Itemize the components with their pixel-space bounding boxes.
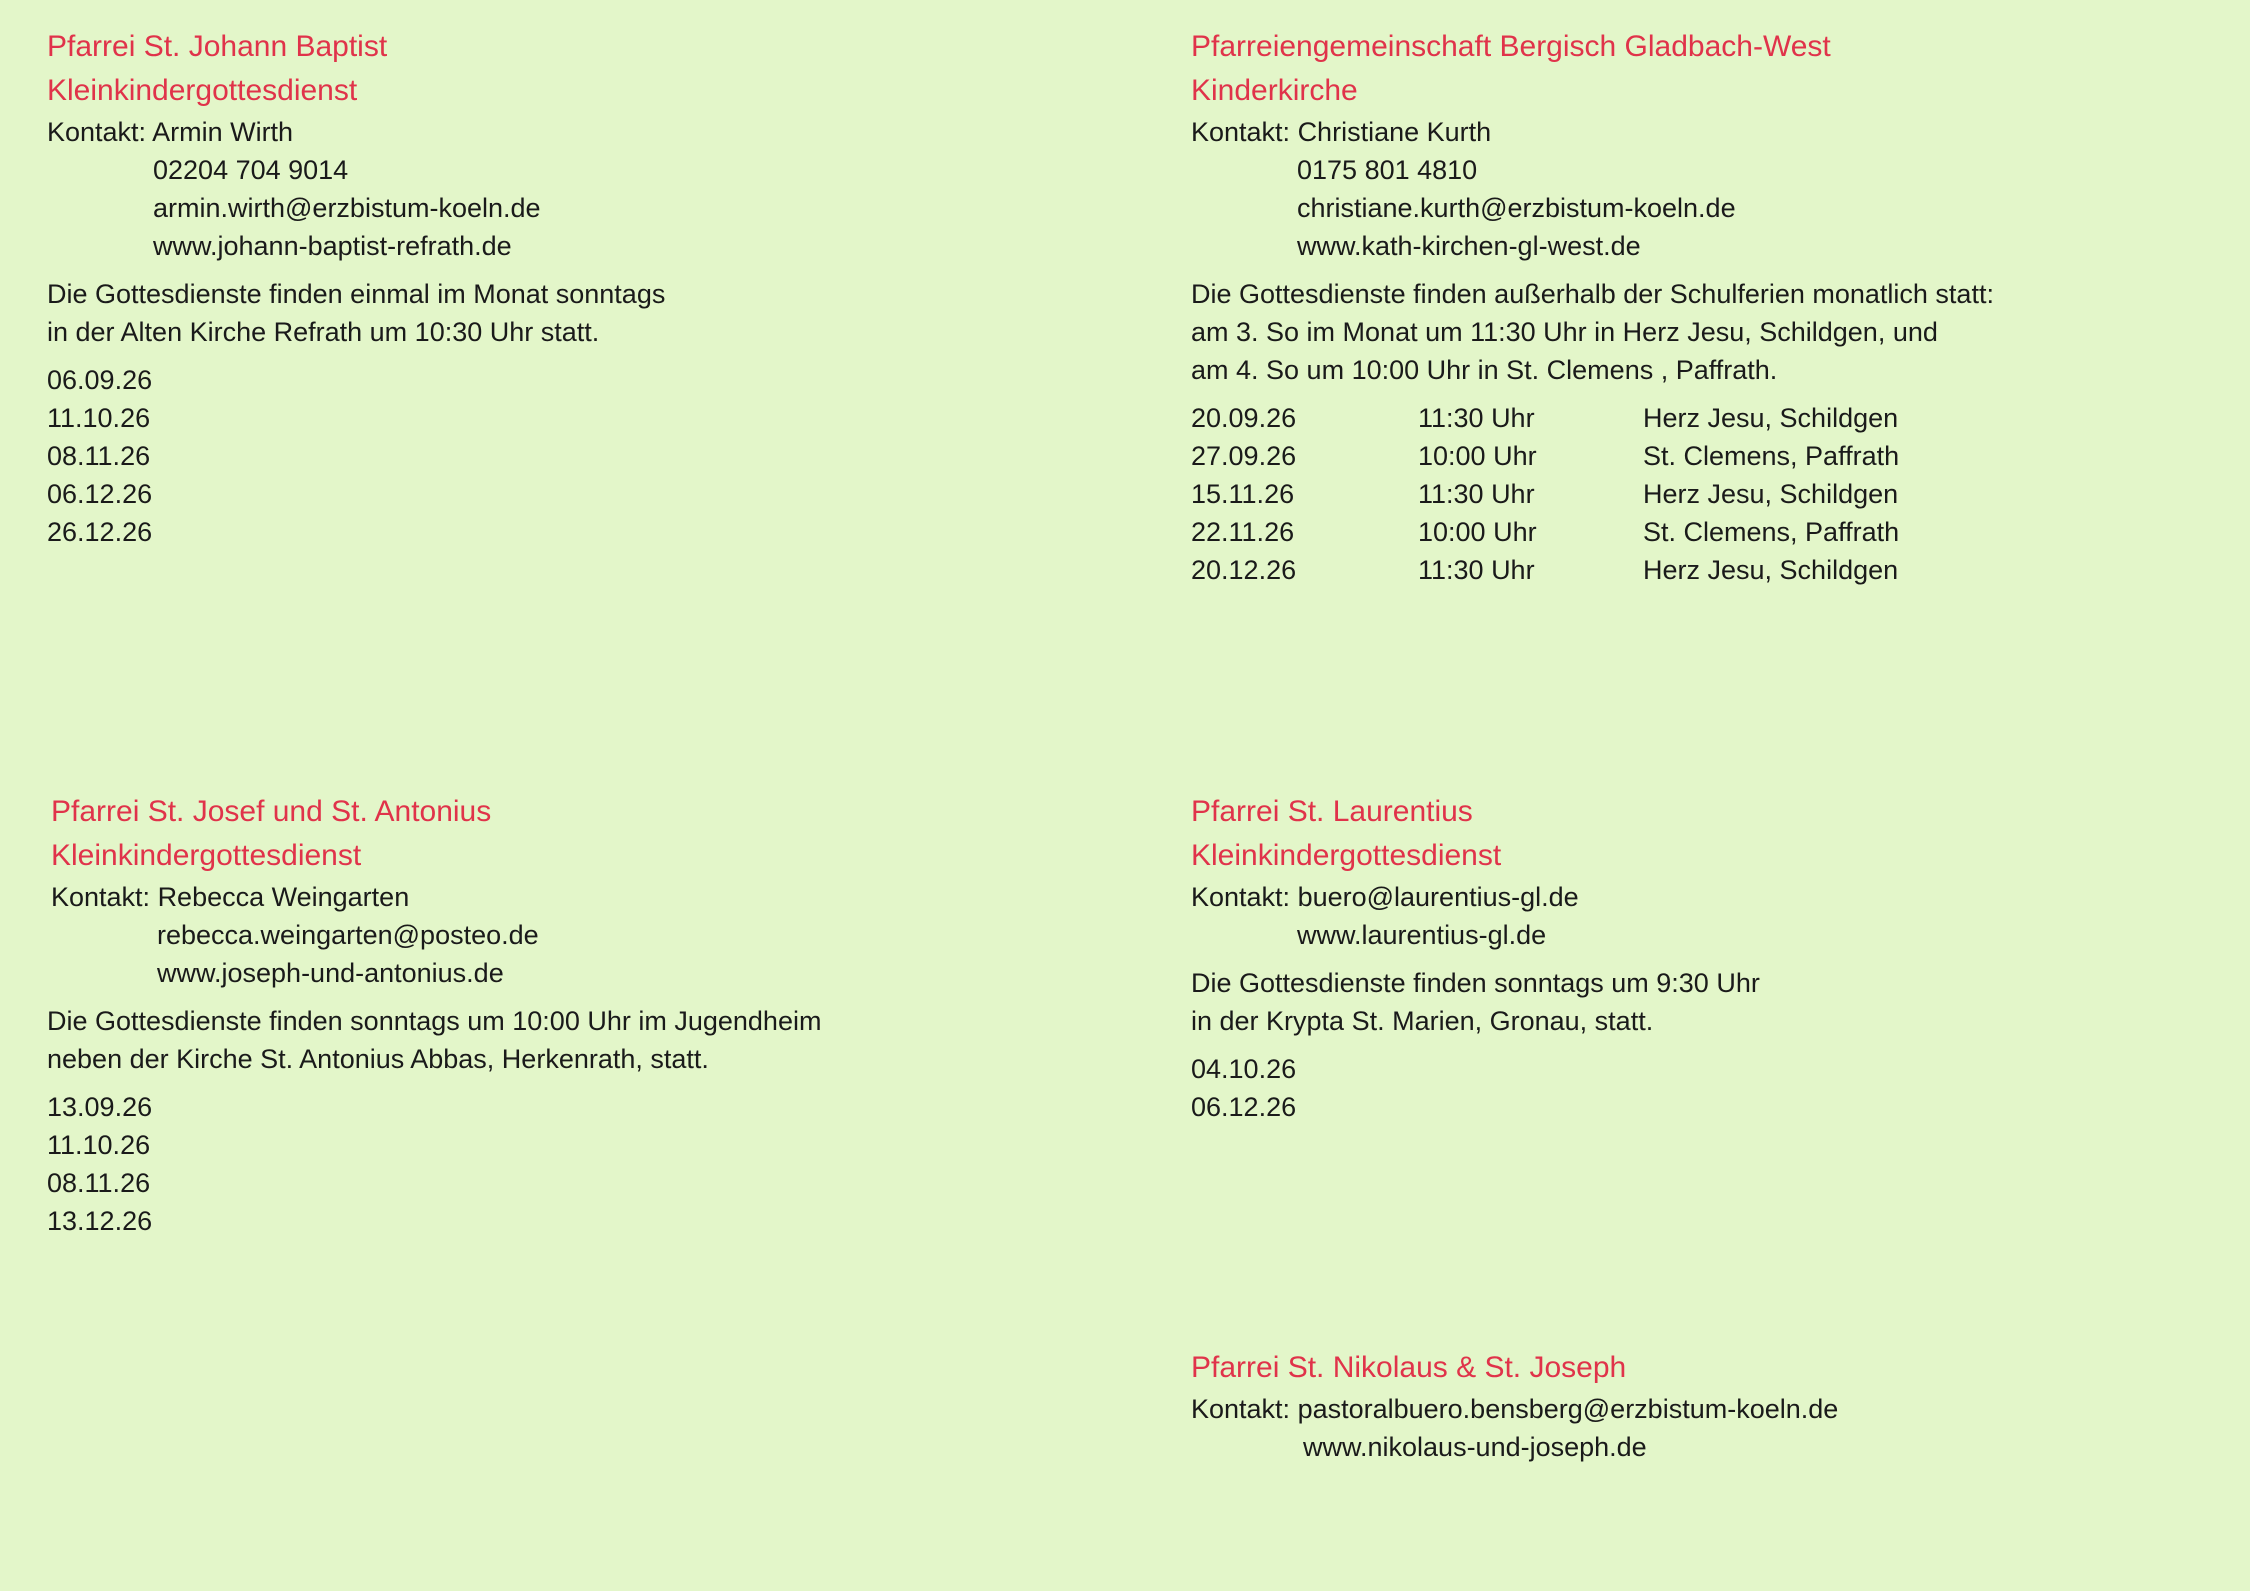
contact-email[interactable]: Kontakt: buero@laurentius-gl.de — [1191, 882, 1579, 912]
schedule-time: 11:30 Uhr — [1418, 479, 1535, 509]
parish-title: Pfarrei St. Josef und St. Antonius — [51, 795, 492, 828]
contact-website[interactable]: www.joseph-und-antonius.de — [157, 958, 504, 988]
contact-phone: 0175 801 4810 — [1297, 155, 1478, 185]
description-line: am 3. So im Monat um 11:30 Uhr in Herz Jesu, Schildgen, und — [1191, 317, 1938, 347]
parish-block-laurentius — [1191, 790, 1760, 1126]
description-line: Die Gottesdienste finden sonntags um 9:30 Uhr — [1191, 968, 1760, 998]
date-item: 06.12.26 — [1191, 1092, 1297, 1122]
contact-name: Kontakt: Armin Wirth — [47, 117, 294, 147]
parish-title: Pfarreiengemeinschaft Bergisch Gladbach-West — [1191, 30, 1831, 63]
service-title: Kinderkirche — [1191, 74, 1358, 107]
description-line: neben der Kirche St. Antonius Abbas, Herkenrath, statt. — [47, 1044, 709, 1074]
schedule-location: Herz Jesu, Schildgen — [1643, 555, 1899, 585]
parish-block-johann-baptist — [47, 25, 665, 551]
description-line: Die Gottesdienste finden außerhalb der Schulferien monatlich statt: — [1191, 279, 1994, 309]
description-line: Die Gottesdienste finden sonntags um 10:00 Uhr im Jugendheim — [47, 1006, 822, 1036]
contact-email[interactable]: armin.wirth@erzbistum-koeln.de — [153, 193, 541, 223]
schedule-location: St. Clemens, Paffrath — [1643, 517, 1900, 547]
date-item: 06.12.26 — [47, 479, 153, 509]
service-title: Kleinkindergottesdienst — [51, 839, 362, 872]
contact-email[interactable]: Kontakt: pastoralbuero.bensberg@erzbistum-koeln.de — [1191, 1394, 1839, 1424]
schedule-date: 20.12.26 — [1191, 555, 1297, 585]
contact-website[interactable]: www.laurentius-gl.de — [1297, 920, 1547, 950]
contact-name: Kontakt: Rebecca Weingarten — [51, 882, 410, 912]
schedule-date: 20.09.26 — [1191, 403, 1297, 433]
date-item: 04.10.26 — [1191, 1054, 1297, 1084]
date-item: 26.12.26 — [47, 517, 153, 547]
schedule-time: 10:00 Uhr — [1418, 441, 1537, 471]
description-line: in der Alten Kirche Refrath um 10:30 Uhr statt. — [47, 317, 600, 347]
description-line: am 4. So um 10:00 Uhr in St. Clemens , Paffrath. — [1191, 355, 1778, 385]
schedule-location: St. Clemens, Paffrath — [1643, 441, 1900, 471]
schedule-row — [1191, 513, 1994, 551]
schedule-time: 11:30 Uhr — [1418, 403, 1535, 433]
parish-block-josef-antonius — [47, 790, 821, 1240]
schedule-row — [1191, 399, 1994, 437]
service-title: Kleinkindergottesdienst — [47, 74, 358, 107]
parish-title: Pfarrei St. Nikolaus & St. Joseph — [1191, 1351, 1627, 1384]
schedule-location: Herz Jesu, Schildgen — [1643, 403, 1899, 433]
contact-email[interactable]: rebecca.weingarten@posteo.de — [157, 920, 539, 950]
date-item: 08.11.26 — [47, 1168, 151, 1198]
schedule-date: 27.09.26 — [1191, 441, 1297, 471]
schedule-row — [1191, 475, 1994, 513]
contact-website[interactable]: www.nikolaus-und-joseph.de — [1303, 1432, 1647, 1462]
date-item: 13.09.26 — [47, 1092, 153, 1122]
date-item: 11.10.26 — [47, 1130, 151, 1160]
parish-title: Pfarrei St. Laurentius — [1191, 795, 1473, 828]
description-line: in der Krypta St. Marien, Gronau, statt. — [1191, 1006, 1654, 1036]
parish-block-gladbach-west — [1191, 25, 1994, 589]
schedule-row — [1191, 437, 1994, 475]
contact-phone: 02204 704 9014 — [153, 155, 349, 185]
schedule-time: 10:00 Uhr — [1418, 517, 1537, 547]
schedule-date: 15.11.26 — [1191, 479, 1295, 509]
contact-website[interactable]: www.johann-baptist-refrath.de — [153, 231, 512, 261]
date-item: 13.12.26 — [47, 1206, 153, 1236]
schedule-time: 11:30 Uhr — [1418, 555, 1535, 585]
date-item: 08.11.26 — [47, 441, 151, 471]
schedule-row — [1191, 551, 1994, 589]
parish-block-nikolaus-joseph — [1191, 1346, 1838, 1466]
contact-website[interactable]: www.kath-kirchen-gl-west.de — [1297, 231, 1641, 261]
date-item: 11.10.26 — [47, 403, 151, 433]
schedule-location: Herz Jesu, Schildgen — [1643, 479, 1899, 509]
service-title: Kleinkindergottesdienst — [1191, 839, 1502, 872]
contact-email[interactable]: christiane.kurth@erzbistum-koeln.de — [1297, 193, 1736, 223]
schedule-date: 22.11.26 — [1191, 517, 1295, 547]
parish-title: Pfarrei St. Johann Baptist — [47, 30, 388, 63]
contact-name: Kontakt: Christiane Kurth — [1191, 117, 1492, 147]
date-item: 06.09.26 — [47, 365, 153, 395]
description-line: Die Gottesdienste finden einmal im Monat sonntags — [47, 279, 666, 309]
